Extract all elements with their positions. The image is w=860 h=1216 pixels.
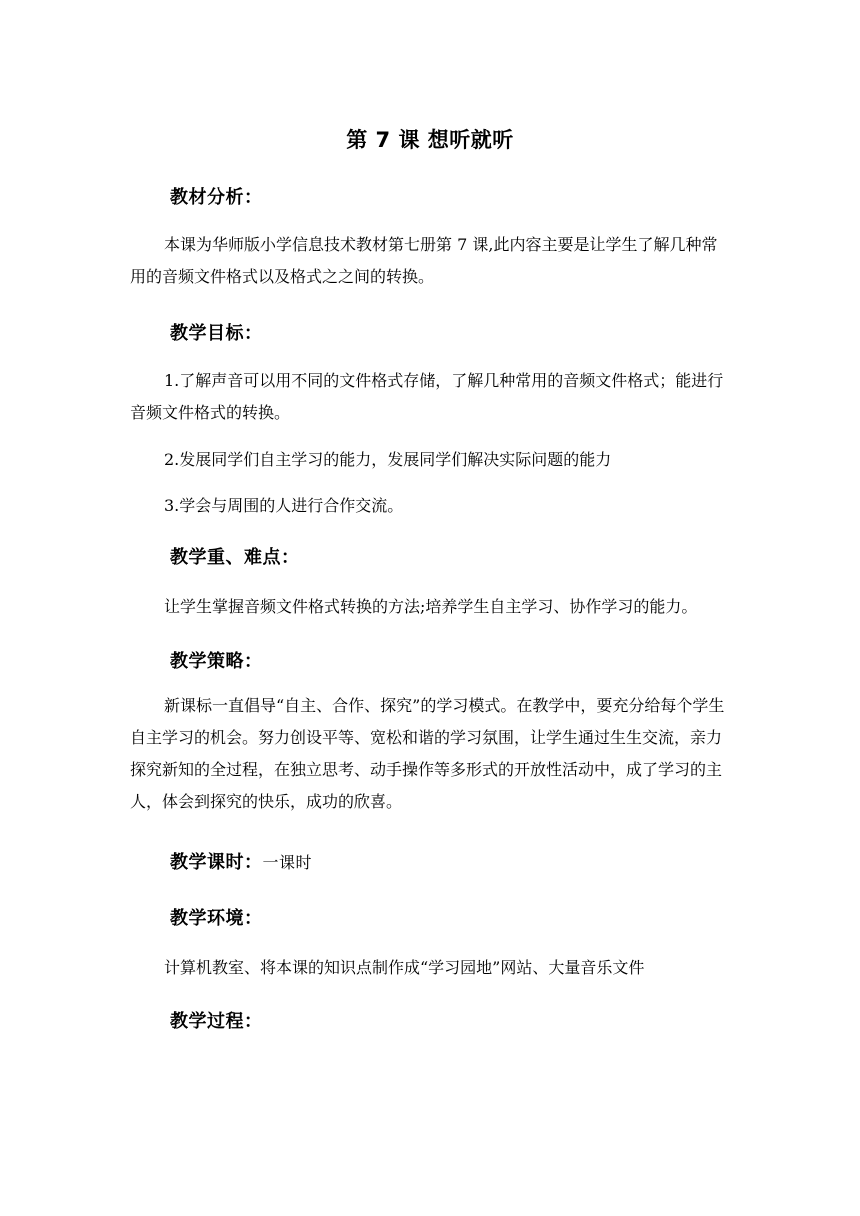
analysis-text: 本课为华师版小学信息技术教材第七册第 7 课,此内容主要是让学生了解几种常用的音频文件格式以及格式之之间的转换。 (130, 235, 718, 286)
heading-hours (170, 848, 312, 874)
heading-environment: 教学环境： (170, 908, 263, 929)
strategy-text: 新课标一直倡导“自主、合作、探究”的学习模式。在教学中，要充分给每个学生自主学习的机会。努力创设平等、宽松和谐的学习氛围，让学生通过生生交流，亲力探究新知的全过程，在独立思考、动手操作等多形式的开放性活动中，成了学习的主人，体会到探究的快乐，成功的欣喜。 (130, 696, 725, 811)
goal-item-3: 3.学会与周围的人进行合作交流。 (164, 496, 404, 515)
hours-value: 一课时 (262, 853, 313, 872)
heading-strategy: 教学策略： (170, 651, 263, 672)
environment-text: 计算机教室、将本课的知识点制作成“学习园地”网站、大量音乐文件 (164, 958, 645, 977)
heading-key-points: 教学重、难点： (170, 547, 300, 568)
lesson-title: 第 7 课 想听就听 (346, 128, 514, 152)
heading-goals: 教学目标： (170, 323, 263, 344)
goal-item-2: 2.发展同学们自主学习的能力，发展同学们解决实际问题的能力 (164, 450, 612, 469)
heading-analysis: 教材分析： (170, 187, 263, 208)
heading-process: 教学过程： (170, 1011, 263, 1032)
hours-label: 教学课时： (170, 852, 263, 873)
goal-item-1: 1.了解声音可以用不同的文件格式存储，了解几种常用的音频文件格式；能进行音频文件格式的转换。 (130, 371, 724, 422)
key-points-text: 让学生掌握音频文件格式转换的方法;培养学生自主学习、协作学习的能力。 (164, 597, 698, 616)
